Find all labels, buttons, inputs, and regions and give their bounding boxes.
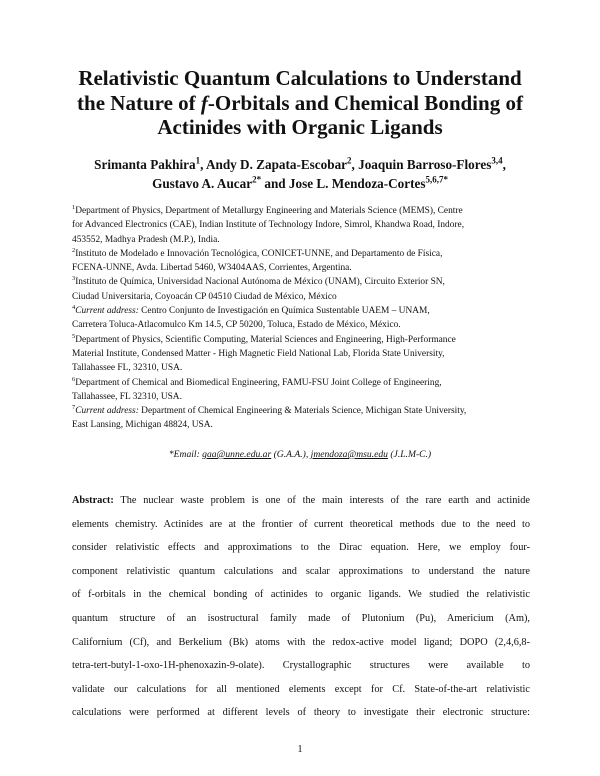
- abstract-line: Abstract: The nuclear waste problem is one of the main interests of the rare earth and actinide: [72, 495, 530, 506]
- abstract-line: calculations were performed at different levels of theory to investigate their electronic structure:: [72, 707, 530, 719]
- affiliations: [72, 204, 532, 433]
- abstract: [72, 489, 530, 725]
- email-link-aucar[interactable]: gaa@unne.edu.ar: [202, 449, 272, 460]
- abstract-line: component relativistic quantum calculations and scalar approximations to understand the nature: [72, 565, 530, 577]
- affiliation-2: $^2$Instituto de Modelado e Innovación Tecnológica, CONICET-UNNE, and Departamento de Física, FCENA-UNNE, Avda. Libertad 5460, W3404AAS, Corrientes, Argentina.: [72, 246, 443, 274]
- abstract-line: Californium (Cf), and Berkelium (Bk) atoms with the redox-active model ligand; DOPO (2,4,6,8-: [72, 636, 530, 648]
- affiliation-3: $^3$Instituto de Química, Universidad Nacional Autónoma de México (UNAM), Circuito Exterior SN, Ciudad Universitaria, Coyoacán CP 04510 Ciudad de México, México: [72, 275, 445, 302]
- affiliation-1: $^1$Department of Physics, Department of Metallurgy Engineering and Materials Science (MEMS), Centre for Advanced Electronics (CAE), Indian Institute of Technology Indore, Simrol, Khandwa Road, Indore, 453552, Madhya Pradesh (M.P.), India.: [72, 203, 465, 245]
- corresponding-email: *Email: gaa@unne.edu.ar (G.A.A.), jmendoza@msu.edu (J.L.M-C.): [168, 449, 432, 460]
- affiliation-4: $^4$Current address: Centro Conjunto de Investigación en Química Sustentable UAEM – UNAM, Carretera Toluca-Atlacomulco Km 14.5, CP 50200, Toluca, Estado de México, México.: [72, 303, 430, 331]
- paper-title: [60, 66, 540, 140]
- abstract-line: validate our calculations for all mentioned elements except for Cf. State-of-the-art relativistic: [72, 683, 530, 695]
- title-line-2: the Nature of f-Orbitals and Chemical Bonding of: [77, 90, 523, 115]
- email-link-mendoza[interactable]: jmendoza@msu.edu: [310, 449, 388, 460]
- abstract-line: consider relativistic effects and approximations to the Dirac equation. Here, we employ four-: [72, 542, 530, 554]
- abstract-label: Abstract:: [72, 495, 114, 506]
- abstract-line: quantum structure of an isostructural family made of Plutonium (Pu), Americium (Am),: [72, 612, 530, 624]
- title-line-3: Actinides with Organic Ligands: [157, 115, 443, 139]
- affiliation-6: $^6$Department of Chemical and Biomedical Engineering, FAMU-FSU Joint College of Engineering, Tallahassee, FL 32310, USA.: [72, 375, 442, 402]
- author-list: [60, 155, 540, 193]
- title-line-1: Relativistic Quantum Calculations to Understand: [78, 66, 522, 90]
- author-line-1: Srimanta Pakhira$^1$, Andy D. Zapata-Escobar$^2$, Joaquin Barroso-Flores$^{3,4}$,: [94, 155, 506, 172]
- author-line-2: Gustavo A. Aucar$^{2*}$ and Jose L. Mendoza-Cortes$^{5,6,7*}$: [152, 174, 448, 191]
- abstract-line: elements chemistry. Actinides are at the frontier of current theoretical methods due to the need to: [72, 518, 530, 530]
- abstract-line: tetra-tert-butyl-1-oxo-1H-phenoxazin-9-olate). Crystallographic structures were available to: [72, 660, 530, 672]
- abstract-line: of f-orbitals in the chemical bonding of actinides to organic ligands. We studied the relativistic: [72, 589, 530, 601]
- page-number: 1: [297, 744, 303, 755]
- affiliation-7: $^7$Current address: Department of Chemical Engineering & Materials Science, Michigan State University, East Lansing, Michigan 48824, USA.: [72, 404, 467, 431]
- affiliation-5: $^5$Department of Physics, Scientific Computing, Material Sciences and Engineering, High-Performance Material Institute, Condensed Matter - High Magnetic Field National Lab, Florida State University, Tallahassee FL, 32310, USA.: [72, 332, 456, 374]
